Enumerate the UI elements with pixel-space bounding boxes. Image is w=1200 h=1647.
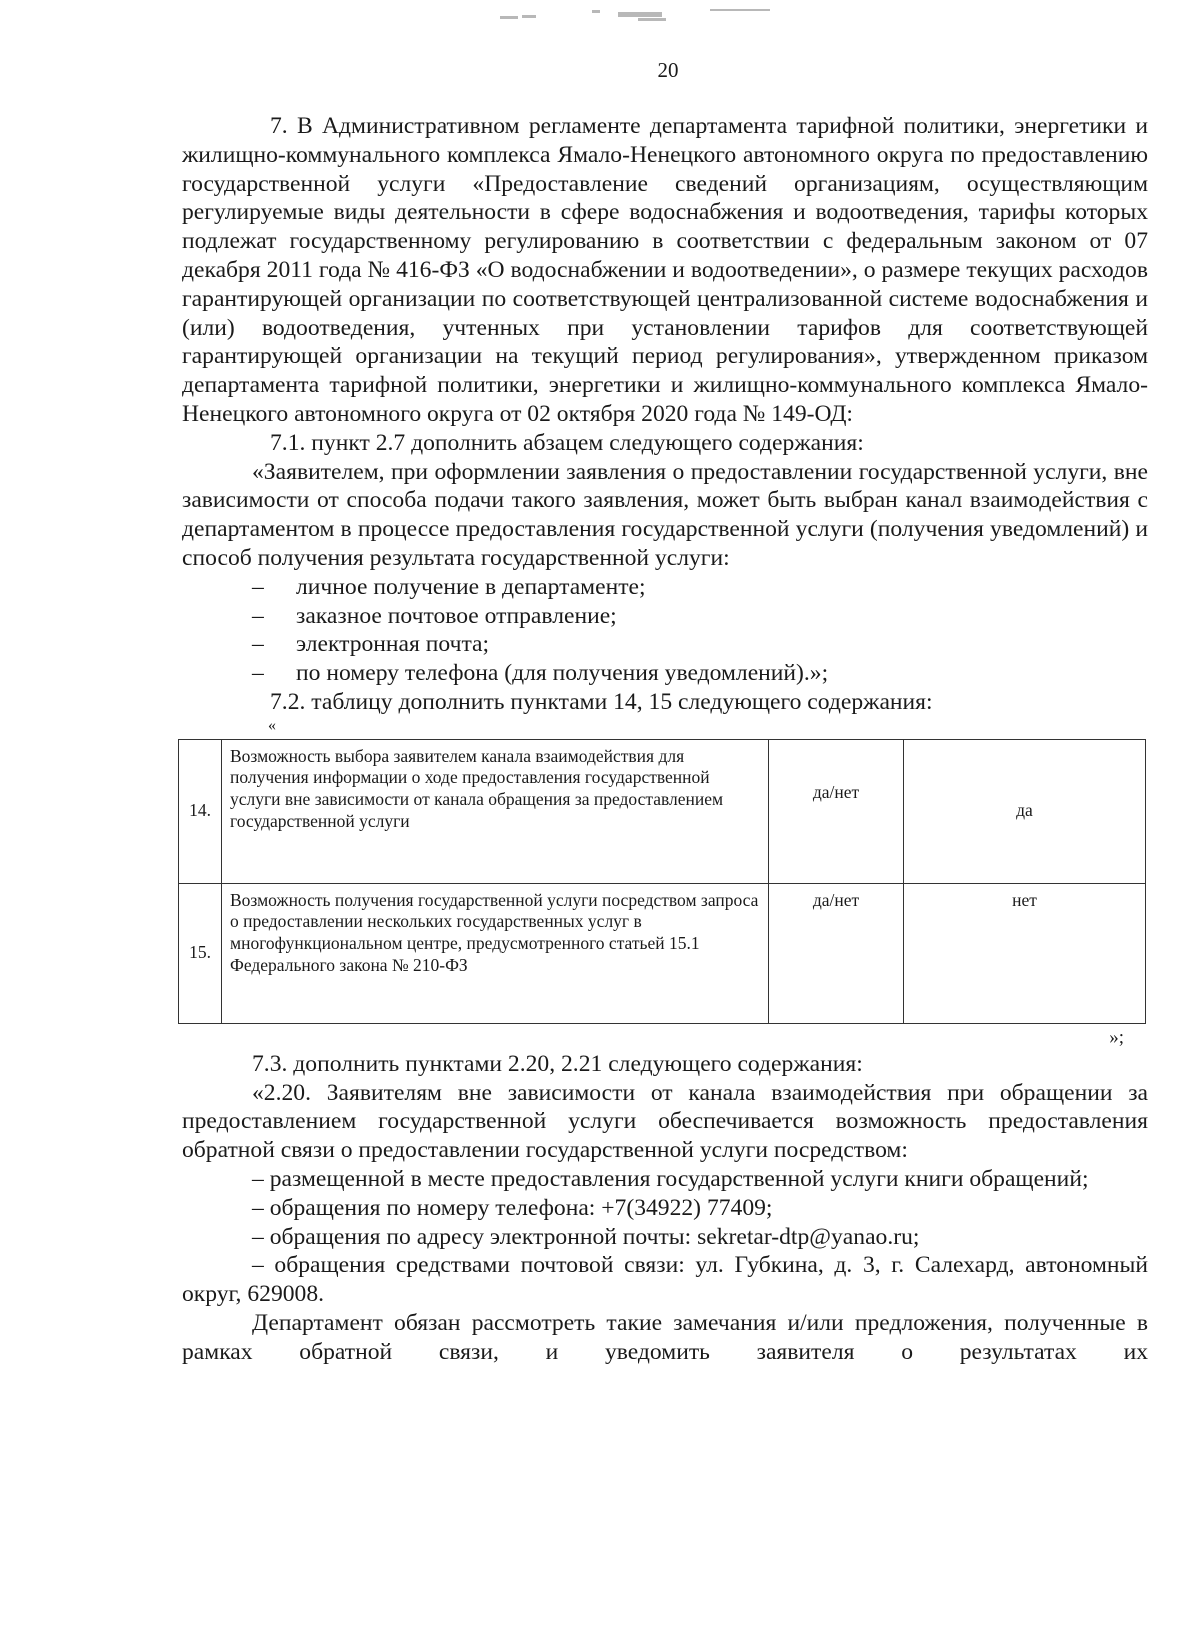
table-row — [179, 739, 1146, 883]
feedback-item: – обращения по номеру телефона: +7(34922) 77409; — [252, 1194, 773, 1221]
row-value: да — [904, 739, 1146, 883]
list-dash: – — [252, 602, 264, 629]
page-number: 20 — [657, 58, 679, 82]
list-item — [182, 659, 1148, 688]
list-item-text: заказное почтовое отправление; — [296, 602, 617, 629]
paragraph-7-1: 7.1. пункт 2.7 дополнить абзацем следующего содержания: — [270, 429, 864, 456]
table-quote-close: »; — [1109, 1026, 1124, 1048]
criteria-table — [178, 739, 1146, 1024]
list-dash: – — [252, 573, 264, 600]
row-description: Возможность получения государственной услуги посредством запроса о предоставлении нескольких государственных услуг в многофункциональном центре, предусмотренного статьей 15.1 Федерального закона № 210-ФЗ — [222, 883, 769, 1023]
feedback-item: – обращения по адресу электронной почты: sekretar-dtp@yanao.ru; — [252, 1223, 920, 1250]
list-dash: – — [252, 660, 264, 687]
document-body — [182, 112, 1148, 1367]
table-row — [179, 883, 1146, 1023]
list-item-text: по номеру телефона (для получения уведомлений).»; — [296, 660, 829, 687]
row-options: да/нет — [769, 739, 904, 883]
list-item — [182, 630, 1148, 659]
scan-artifacts — [500, 6, 800, 26]
row-number: 14. — [179, 739, 222, 883]
paragraph-7-2: 7.2. таблицу дополнить пунктами 14, 15 следующего содержания: — [270, 688, 933, 715]
table-quote-open: « — [268, 716, 276, 734]
list-item — [182, 573, 1148, 602]
paragraph-7: 7. В Административном регламенте департамента тарифной политики, энергетики и жилищно-коммунального комплекса Ямало-Ненецкого автономного округа по предоставлению государственной услуги «Предоставление сведений организациям, осуществляющим регулируемые виды деятельности в сфере водоснабжения и водоотведения, тарифы которых подлежат государственному регулированию в соответствии с федеральным законом от 07 декабря 2011 года № 416-ФЗ «О водоснабжении и водоотведении», о размере текущих расходов гарантирующей организации по соответствующей централизованной системе водоснабжения и (или) водоотведения, учтенных при установлении тарифов для соответствующей гарантирующей организации на текущий период регулирования», утвержденном приказом департамента тарифной политики, энергетики и жилищно-коммунального комплекса Ямало-Ненецкого автономного округа от 02 октября 2020 года № 149-ОД: — [182, 113, 1148, 427]
list-dash: – — [252, 631, 264, 658]
row-options: да/нет — [769, 883, 904, 1023]
paragraph-2-20: «2.20. Заявителям вне зависимости от канала взаимодействия при обращении за предоставлением государственной услуги обеспечивается возможность предоставления обратной связи о предоставлении государственной услуги посредством: — [182, 1079, 1148, 1164]
row-value: нет — [904, 883, 1146, 1023]
paragraph-7-1-quote: «Заявителем, при оформлении заявления о предоставлении государственной услуги, вне зависимости от способа подачи такого заявления, может быть выбран канал взаимодействия с департаментом в процессе предоставления государственной услуги (получения уведомлений) и способ получения результата государственной услуги: — [182, 458, 1148, 571]
paragraph-7-3: 7.3. дополнить пунктами 2.20, 2.21 следующего содержания: — [252, 1050, 863, 1077]
list-item-text: электронная почта; — [296, 631, 490, 658]
feedback-item: – размещенной в месте предоставления государственной услуги книги обращений; — [252, 1165, 1089, 1192]
row-description: Возможность выбора заявителем канала взаимодействия для получения информации о ходе предоставления государственной услуги вне зависимости от канала обращения за предоставлением государственной услуги — [222, 739, 769, 883]
row-number: 15. — [179, 883, 222, 1023]
feedback-item: – обращения средствами почтовой связи: ул. Губкина, д. 3, г. Салехард, автономный округ, 629008. — [182, 1252, 1148, 1308]
list-item — [182, 602, 1148, 631]
paragraph-last: Департамент обязан рассмотреть такие замечания и/или предложения, полученные в рамках обратной связи, и уведомить заявителя о результатах их — [182, 1309, 1148, 1365]
list-item-text: личное получение в департаменте; — [296, 573, 646, 600]
